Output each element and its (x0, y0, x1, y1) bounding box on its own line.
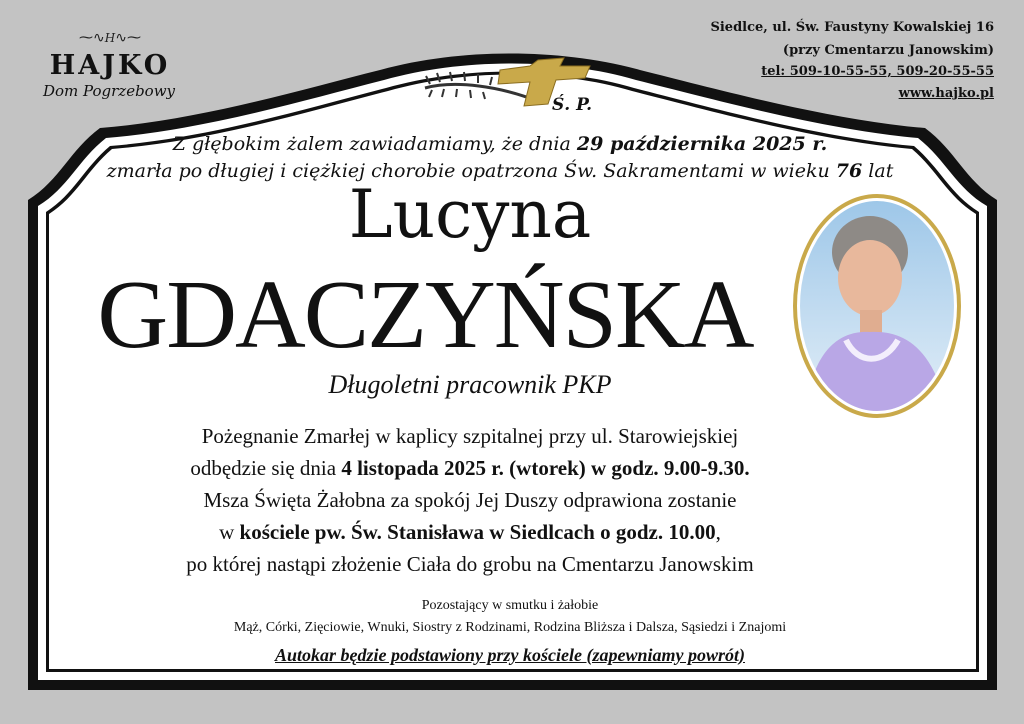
surname: GDACZYŃSKA (97, 261, 753, 369)
intro-line-1 (100, 133, 900, 155)
ceremony-line-3: Msza Święta Żałobna za spokój Jej Duszy odprawiona zostanie (203, 488, 737, 512)
contact-address-note: (przy Cmentarzu Janowskim) (782, 43, 994, 58)
age: 76 (835, 160, 863, 182)
mourners-heading: Pozostający w smutku i żałobie (421, 598, 599, 613)
contact-phones[interactable]: tel: 509-10-55-55, 509-20-55-55 (761, 64, 994, 79)
logo-mark: H (104, 31, 116, 45)
logo-name: HAJKO (49, 50, 171, 81)
logo-flourish-left: ⁓∿ (79, 30, 105, 46)
logo-flourish-right: ∿⁓ (115, 30, 141, 46)
ceremony-line-5: po której nastąpi złożenie Ciała do grobu na Cmentarzu Janowskim (186, 552, 754, 576)
ceremony-text: odbędzie się dnia (190, 456, 342, 480)
bus-note: Autokar będzie podstawiony przy kościele (zapewniamy powrót) (275, 645, 745, 665)
occupation: Długoletni pracownik PKP (328, 370, 612, 399)
contact-address: Siedlce, ul. Św. Faustyny Kowalskiej 16 (710, 20, 994, 35)
intro-text-end: lat (862, 160, 894, 182)
ceremony-line-4 (80, 520, 860, 545)
mass-location-time: kościele pw. Św. Stanisława w Siedlcach o godz. 10.00 (239, 520, 716, 544)
sp-abbreviation: Ś. P. (552, 95, 593, 115)
mourners-list: Mąż, Córki, Zięciowie, Wnuki, Siostry z Rodzinami, Rodzina Bliższa i Dalsza, Sąsiedzi i Znajomi (233, 620, 787, 635)
logo-ornament (62, 30, 158, 46)
contact-website[interactable]: www.hajko.pl (898, 86, 994, 101)
farewell-date-time: 4 listopada 2025 r. (wtorek) w godz. 9.00-9.30. (341, 456, 750, 480)
ceremony-line-2 (80, 456, 860, 481)
first-name: Lucyna (348, 176, 592, 253)
intro-text: zmarła po długiej i ciężkiej chorobie opatrzona Św. Sakramentami w wieku (106, 160, 836, 182)
intro-text: Z głębokim żalem zawiadamiamy, że dnia (172, 133, 577, 155)
ceremony-text: w (219, 520, 240, 544)
ceremony-text-end: , (715, 520, 721, 544)
death-date: 29 października 2025 r. (576, 133, 828, 155)
logo-subtitle: Dom Pogrzebowy (42, 82, 176, 100)
ceremony-line-1: Pożegnanie Zmarłej w kaplicy szpitalnej przy ul. Starowiejskiej (201, 424, 739, 448)
